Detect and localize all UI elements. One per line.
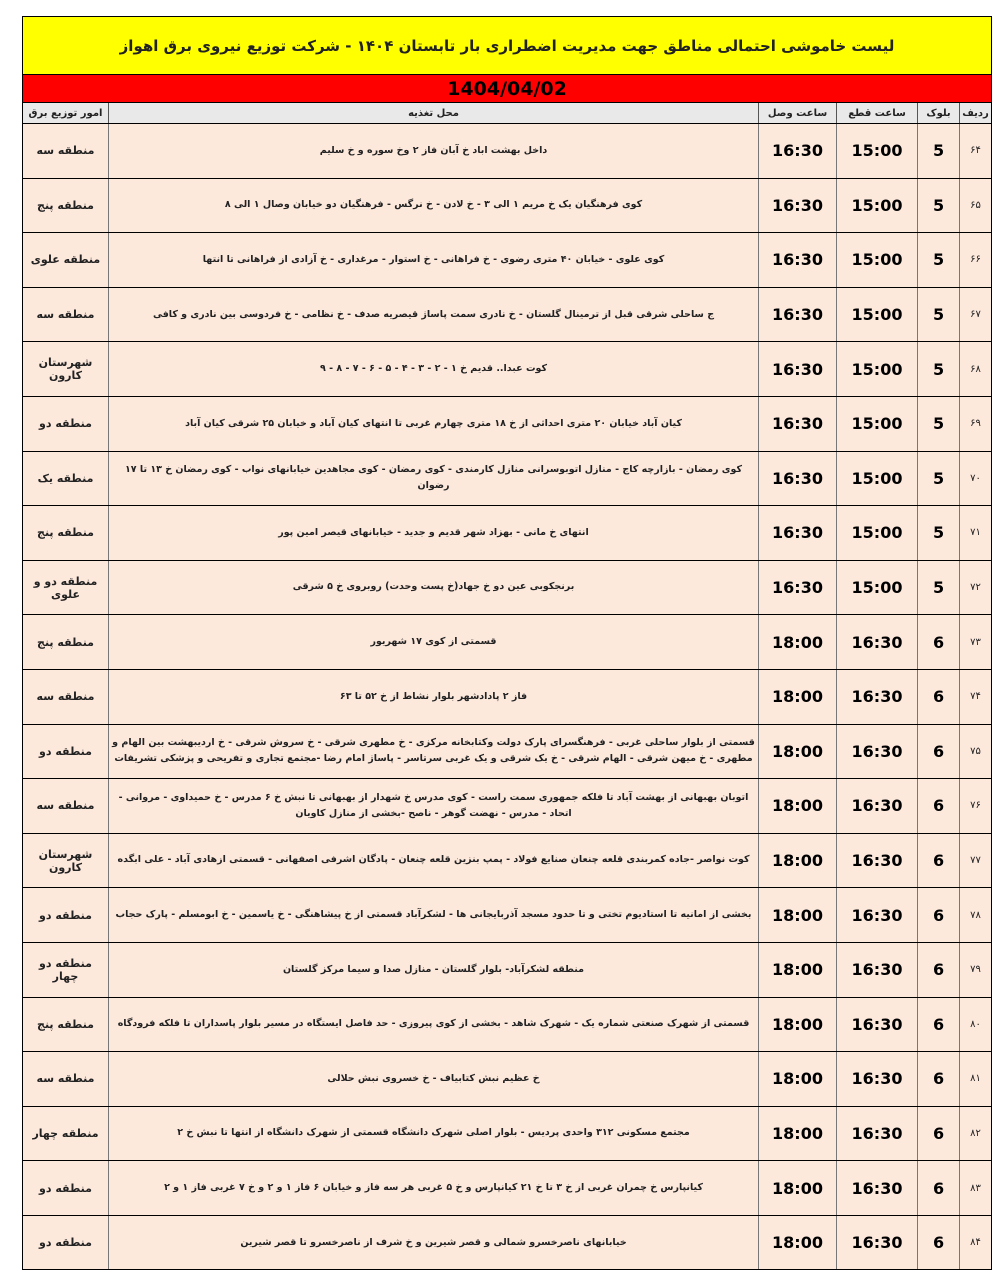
row-connect-time: 16:30 [758,288,836,342]
row-cut-time: 16:30 [836,779,917,833]
row-connect-time: 18:00 [758,943,836,997]
row-location: منطقه لشکرآباد- بلوار گلستان - منازل صدا و سیما مرکز گلستان [108,943,758,997]
row-block: 6 [917,1216,959,1270]
row-department: منطقه پنج [37,1017,94,1031]
table-row [23,615,991,670]
row-block: 6 [917,779,959,833]
row-block: 5 [917,397,959,451]
table-row [23,506,991,561]
table-row [23,670,991,725]
row-index: ۷۴ [959,670,991,724]
header-department: امور توزیع برق [28,107,103,119]
header-index: ردیف [959,103,991,123]
row-cut-time: 15:00 [836,342,917,396]
row-index: ۶۵ [959,179,991,233]
row-index: ۷۳ [959,615,991,669]
row-connect-time: 16:30 [758,452,836,506]
row-cut-time: 15:00 [836,506,917,560]
row-cut-time: 16:30 [836,615,917,669]
row-index: ۷۲ [959,561,991,615]
table-row [23,834,991,889]
row-block: 6 [917,998,959,1052]
row-location: داخل بهشت اباد خ آبان فاز ۲ وخ سوره و خ سلیم [108,124,758,178]
row-connect-time: 16:30 [758,397,836,451]
row-connect-time: 18:00 [758,670,836,724]
row-department: منطقه چهار [32,1126,99,1140]
row-location: انتهای خ مانی - بهزاد شهر قدیم و جدید - خیابانهای قیصر امین پور [108,506,758,560]
row-connect-time: 16:30 [758,561,836,615]
row-department: منطقه یک [37,471,94,485]
row-block: 5 [917,561,959,615]
table-row [23,179,991,234]
row-index: ۷۹ [959,943,991,997]
row-cut-time: 16:30 [836,943,917,997]
row-location: اتوبان بهبهانی از بهشت آباد تا فلکه جمهوری سمت راست - کوی مدرس خ شهدار از بهبهانی تا نبش خ ۶ مدرس - خ حمیداوی - مروانی - اتحاد - مدرس - نهضت گوهر - ناصح -بخشی از منازل کاویان [108,779,758,833]
row-index: ۶۶ [959,233,991,287]
row-department: منطقه پنج [37,635,94,649]
table-row [23,1107,991,1162]
table-row [23,397,991,452]
header-connect-time: ساعت وصل [758,103,836,123]
row-location: کیانپارس خ چمران غربی از خ ۳ تا خ ۲۱ کیانپارس و خ ۵ غربی هر سه فاز و خیابان ۶ فاز ۱ و ۲ و خ ۷ غربی فاز ۱ و ۲ [108,1161,758,1215]
header-location: محل تغذیه [108,103,758,123]
row-block: 6 [917,1161,959,1215]
row-index: ۷۶ [959,779,991,833]
row-cut-time: 16:30 [836,1216,917,1270]
row-department: منطقه دو [39,1181,92,1195]
table-row [23,1052,991,1107]
table-header [23,103,991,124]
table-body [23,124,991,1270]
row-department: منطقه سه [36,690,95,704]
table-row [23,779,991,834]
table-row [23,233,991,288]
row-department: منطقه دو [39,908,92,922]
row-block: 6 [917,615,959,669]
row-cut-time: 15:00 [836,397,917,451]
row-block: 5 [917,506,959,560]
row-cut-time: 16:30 [836,670,917,724]
table-row [23,124,991,179]
row-cut-time: 16:30 [836,888,917,942]
row-department: منطقه دو چهار [39,956,92,983]
header-cut-time: ساعت قطع [836,103,917,123]
table-row [23,452,991,507]
row-cut-time: 15:00 [836,288,917,342]
row-location: کیان آباد خیابان ۲۰ متری احداثی از خ ۱۸ متری چهارم غربی تا انتهای کیان آباد و خیابان ۲۵ شرقی کیان آباد [108,397,758,451]
row-department: منطقه سه [36,308,95,322]
table-row [23,1161,991,1216]
row-connect-time: 18:00 [758,779,836,833]
row-connect-time: 18:00 [758,834,836,888]
row-index: ۶۸ [959,342,991,396]
row-connect-time: 16:30 [758,179,836,233]
date-banner: 1404/04/02 [23,75,991,103]
row-connect-time: 18:00 [758,888,836,942]
table-row [23,288,991,343]
row-block: 6 [917,1107,959,1161]
table-row [23,888,991,943]
row-department: منطقه علوی [30,253,101,267]
row-index: ۸۲ [959,1107,991,1161]
row-connect-time: 18:00 [758,1161,836,1215]
row-connect-time: 16:30 [758,342,836,396]
row-department: منطقه سه [36,799,95,813]
row-index: ۸۱ [959,1052,991,1106]
row-block: 6 [917,834,959,888]
row-block: 6 [917,1052,959,1106]
row-location: کوی رمضان - بازارچه کاج - منازل اتوبوسرانی منازل کارمندی - کوی رمضان - کوی مجاهدین خیابانهای نواب - کوی رمضان خ ۱۳ تا ۱۷ رضوان [108,452,758,506]
row-block: 5 [917,342,959,396]
row-cut-time: 16:30 [836,834,917,888]
row-department: منطقه سه [36,144,95,158]
row-connect-time: 16:30 [758,233,836,287]
row-location: برنجکوبی عین دو خ جهاد(خ پست وحدت) روبروی خ ۵ شرقی [108,561,758,615]
row-index: ۷۷ [959,834,991,888]
row-cut-time: 15:00 [836,233,917,287]
row-cut-time: 15:00 [836,179,917,233]
row-index: ۶۷ [959,288,991,342]
row-connect-time: 18:00 [758,1107,836,1161]
row-block: 6 [917,670,959,724]
row-index: ۶۴ [959,124,991,178]
row-cut-time: 16:30 [836,1107,917,1161]
row-location: مجتمع مسکونی ۳۱۲ واحدی پردیس - بلوار اصلی شهرک دانشگاه قسمتی از شهرک دانشگاه از انتها تا نبش خ ۲ [108,1107,758,1161]
table-row [23,342,991,397]
row-block: 6 [917,888,959,942]
row-department: منطقه سه [36,1072,95,1086]
row-block: 6 [917,943,959,997]
row-connect-time: 18:00 [758,998,836,1052]
row-department: شهرستان کارون [38,847,93,874]
row-department: منطقه دو و علوی [33,574,98,601]
row-block: 5 [917,179,959,233]
row-location: قسمتی از کوی ۱۷ شهریور [108,615,758,669]
row-block: 5 [917,124,959,178]
row-location: کوت عبدا.. قدیم خ ۱ - ۲ - ۳ - ۴ - ۵ - ۶ - ۷ - ۸ - ۹ [108,342,758,396]
row-location: کوت نواصر -جاده کمربندی قلعه چنعان صنایع فولاد - پمپ بنزین قلعه چنعان - پادگان اشرفی اصفهانی - قسمتی ازهادی آباد - علی ابگده [108,834,758,888]
row-connect-time: 18:00 [758,1216,836,1270]
row-cut-time: 16:30 [836,1161,917,1215]
table-row [23,998,991,1053]
row-location: ج ساحلی شرقی قبل از ترمینال گلستان - خ نادری سمت پاساژ قیصریه صدف - خ نظامی - خ فردوسی بین نادری و کافی [108,288,758,342]
table-row [23,943,991,998]
row-department: منطقه دو [39,744,92,758]
row-location: خیابانهای ناصرخسرو شمالی و قصر شیرین و خ شرف از ناصرخسرو تا قصر شیرین [108,1216,758,1270]
row-index: ۷۸ [959,888,991,942]
table-row [23,1216,991,1271]
row-location: قسمتی از بلوار ساحلی غربی - فرهنگسرای پارک دولت وکتابخانه مرکزی - خ مطهری شرقی - خ سروش شرقی - خ اردیبهشت بین الهام و مطهری - خ میهن شرقی - الهام شرقی - خ یک شرقی و یک غربی سرتاسر - پاساژ امام رضا -مجتمع تجاری و تفریحی و پزشکی تشریفات [108,725,758,779]
row-block: 5 [917,288,959,342]
row-location: کوی فرهنگیان یک خ مریم ۱ الی ۳ - خ لادن - خ نرگس - فرهنگیان دو خیابان وصال ۱ الی ۸ [108,179,758,233]
row-cut-time: 15:00 [836,124,917,178]
table-row [23,561,991,616]
row-index: ۸۳ [959,1161,991,1215]
row-block: 5 [917,452,959,506]
row-location: قسمتی از شهرک صنعتی شماره یک - شهرک شاهد - بخشی از کوی پیروزی - حد فاصل ایستگاه در مسیر بلوار پاسداران تا فلکه فرودگاه [108,998,758,1052]
row-connect-time: 16:30 [758,124,836,178]
row-index: ۶۹ [959,397,991,451]
row-cut-time: 16:30 [836,725,917,779]
table-row [23,725,991,780]
row-index: ۸۰ [959,998,991,1052]
row-department: منطقه پنج [37,526,94,540]
row-cut-time: 16:30 [836,1052,917,1106]
row-index: ۸۴ [959,1216,991,1270]
outage-table [22,16,992,1270]
row-location: بخشی از امانیه تا استادیوم تختی و تا حدود مسجد آذربایجانی ها - لشکرآباد قسمتی از خ پیشاهنگی - خ یاسمین - خ ابومسلم - پارک حجاب [108,888,758,942]
row-cut-time: 16:30 [836,998,917,1052]
row-location: فاز ۲ پادادشهر بلوار نشاط از خ ۵۲ تا ۶۳ [108,670,758,724]
row-block: 5 [917,233,959,287]
row-location: خ عظیم نبش کتابیاف - خ خسروی نبش حلالی [108,1052,758,1106]
row-index: ۷۵ [959,725,991,779]
row-connect-time: 18:00 [758,1052,836,1106]
header-block: بلوک [917,103,959,123]
row-department: منطقه دو [39,1236,92,1250]
row-connect-time: 18:00 [758,725,836,779]
row-connect-time: 18:00 [758,615,836,669]
row-block: 6 [917,725,959,779]
row-location: کوی علوی - خیابان ۴۰ متری رضوی - خ فراهانی - خ استوار - مرغداری - خ آزادی از فراهانی تا انتها [108,233,758,287]
row-department: شهرستان کارون [38,356,93,383]
row-connect-time: 16:30 [758,506,836,560]
page-title: لیست خاموشی احتمالی مناطق جهت مدیریت اضطراری بار تابستان ۱۴۰۴ - شرکت توزیع نیروی برق اهواز [23,16,991,75]
row-cut-time: 15:00 [836,452,917,506]
row-department: منطقه پنج [37,198,94,212]
row-department: منطقه دو [39,417,92,431]
row-index: ۷۱ [959,506,991,560]
row-cut-time: 15:00 [836,561,917,615]
row-index: ۷۰ [959,452,991,506]
